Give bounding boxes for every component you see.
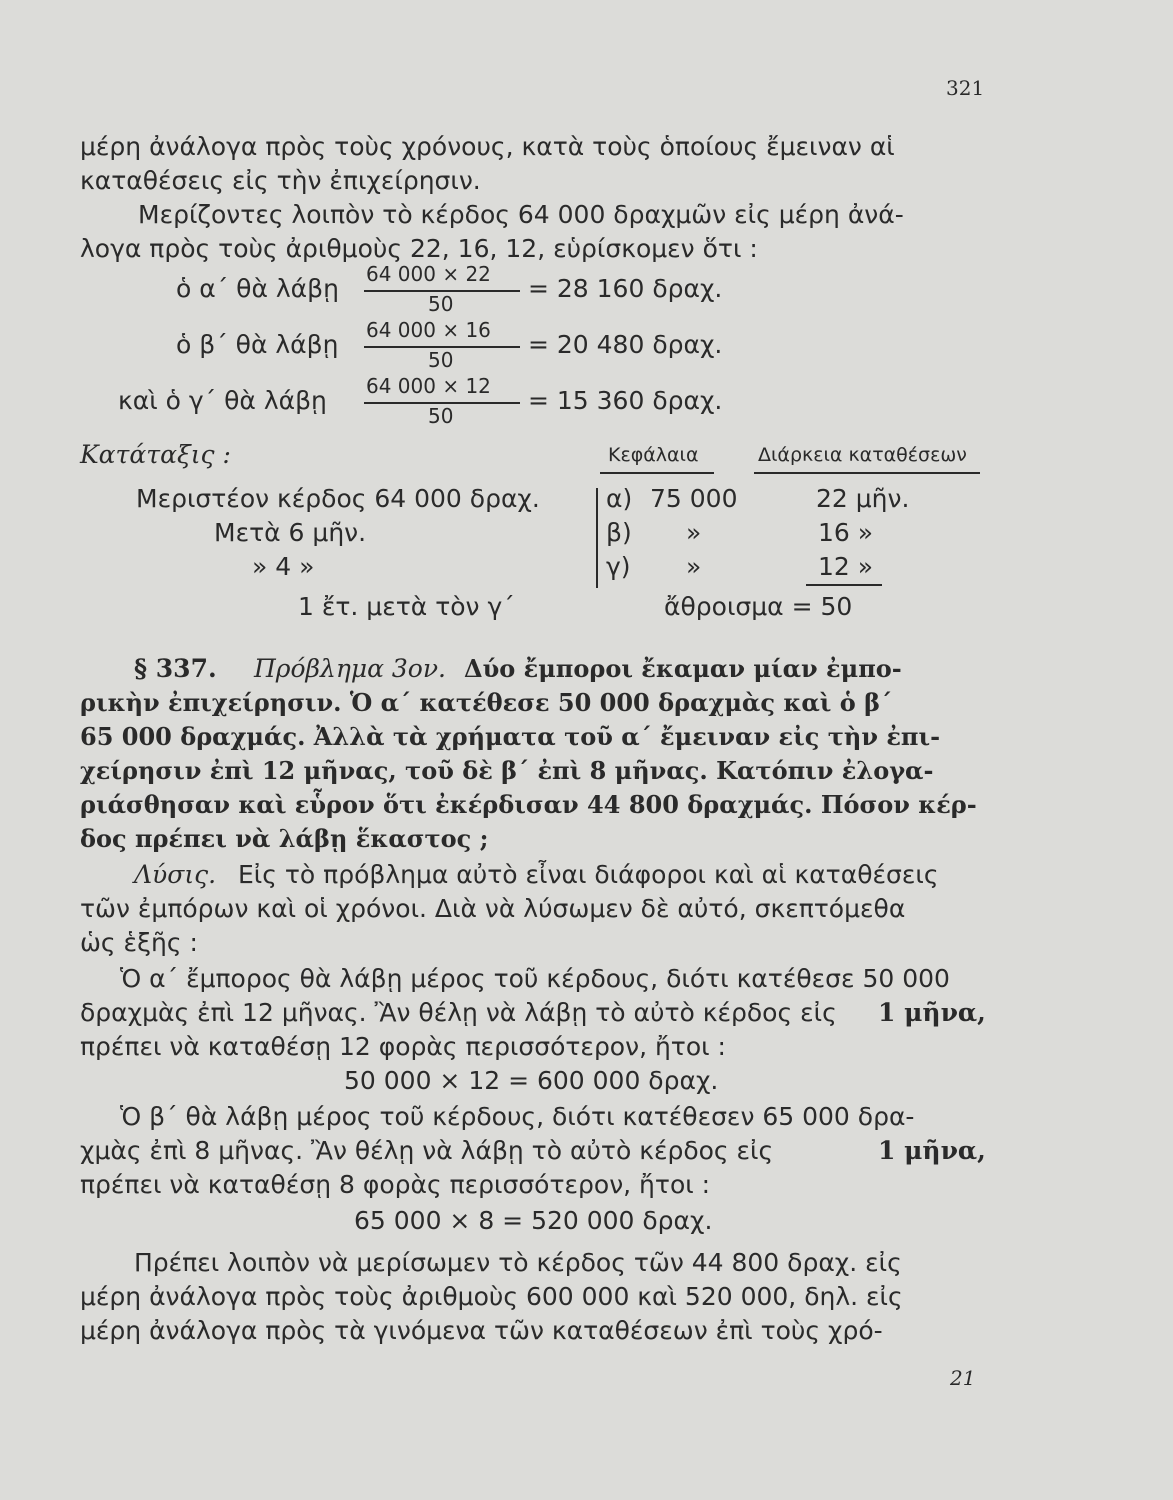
row-b-duration: 16 » <box>818 518 874 547</box>
row-a-label: α) <box>606 484 633 513</box>
problem-section-number: § 337. <box>134 654 217 683</box>
summary-left-3: » 4 » <box>252 552 315 581</box>
closing-line-2: μέρη ἀνάλογα πρὸς τοὺς ἀριθμοὺς 600 000 καὶ 520 000, δηλ. εἰς <box>80 1282 903 1311</box>
intro-line-1: μέρη ἀνάλογα πρὸς τοὺς χρόνους, κατὰ τοὺς ὁποίους ἔμειναν αἱ <box>80 132 895 161</box>
share-b-denominator: 50 <box>428 348 454 372</box>
row-a-duration: 22 μῆν. <box>816 484 910 513</box>
solution-line-1: Εἰς τὸ πρόβλημα αὐτὸ εἶναι διάφοροι καὶ αἱ καταθέσεις <box>238 860 939 889</box>
merchant-a-bold-tail: 1 μῆνα, <box>878 998 986 1027</box>
share-c-denominator: 50 <box>428 404 454 428</box>
capital-header: Κεφάλαια <box>608 444 699 466</box>
duration-header-rule <box>754 472 980 474</box>
summary-left-1: Μεριστέον κέρδος 64 000 δραχ. <box>136 484 540 513</box>
solution-line-2: τῶν ἐμπόρων καὶ οἱ χρόνοι. Διὰ νὰ λύσωμεν δὲ αὐτό, σκεπτόμεθα <box>80 894 906 923</box>
footer-signature: 21 <box>950 1366 976 1390</box>
share-a-numerator: 64 000 × 22 <box>366 262 491 286</box>
share-c-numerator: 64 000 × 12 <box>366 374 491 398</box>
summary-total: ἄθροισμα = 50 <box>664 592 853 621</box>
merchant-b-bold-tail: 1 μῆνα, <box>878 1136 986 1165</box>
share-c-label: καὶ ὁ γ΄ θὰ λάβῃ <box>118 386 327 415</box>
division-line-1: Μερίζοντες λοιπὸν τὸ κέρδος 64 000 δραχμῶν εἰς μέρη ἀνά- <box>138 200 904 229</box>
problem-line-6: δος πρέπει νὰ λάβῃ ἕκαστος ; <box>80 824 489 853</box>
total-rule <box>806 584 882 586</box>
problem-title: Πρόβλημα 3ον. <box>254 654 447 683</box>
page-number: 321 <box>946 76 985 100</box>
share-a-label: ὁ α΄ θὰ λάβῃ <box>176 274 339 303</box>
duration-header: Διάρκεια καταθέσεων <box>758 444 967 466</box>
closing-line-1: Πρέπει λοιπὸν νὰ μερίσωμεν τὸ κέρδος τῶν 44 800 δραχ. εἰς <box>134 1248 902 1277</box>
row-c-label: γ) <box>606 552 631 581</box>
problem-line-1: Δύο ἔμποροι ἔκαμαν μίαν ἐμπο- <box>464 654 902 683</box>
share-b-label: ὁ β΄ θὰ λάβῃ <box>176 330 339 359</box>
summary-left-4: 1 ἔτ. μετὰ τὸν γ΄ <box>298 592 515 621</box>
merchant-b-line-2: χμὰς ἐπὶ 8 μῆνας. Ἂν θέλῃ νὰ λάβῃ τὸ αὐτὸ κέρδος εἰς <box>80 1136 774 1165</box>
row-b-capital: » <box>686 518 702 547</box>
merchant-b-line-3: πρέπει νὰ καταθέσῃ 8 φορὰς περισσότερον, ἤτοι : <box>80 1170 711 1199</box>
row-a-capital: 75 000 <box>650 484 738 513</box>
share-b-result: = 20 480 δραχ. <box>528 330 723 359</box>
merchant-a-line-3: πρέπει νὰ καταθέσῃ 12 φορὰς περισσότερον, ἤτοι : <box>80 1032 726 1061</box>
merchant-a-line-1: Ὁ α΄ ἔμπορος θὰ λάβῃ μέρος τοῦ κέρδους, διότι κατέθεσε 50 000 <box>120 964 950 993</box>
summary-brace <box>596 488 598 588</box>
share-a-denominator: 50 <box>428 292 454 316</box>
summary-title: Κατάταξις : <box>80 440 231 469</box>
problem-line-5: ριάσθησαν καὶ εὗρον ὅτι ἐκέρδισαν 44 800 δραχμάς. Πόσον κέρ- <box>80 790 977 819</box>
solution-line-3: ὡς ἑξῆς : <box>80 928 198 957</box>
share-c-result: = 15 360 δραχ. <box>528 386 723 415</box>
share-b-numerator: 64 000 × 16 <box>366 318 491 342</box>
capital-header-rule <box>600 472 714 474</box>
problem-line-4: χείρησιν ἐπὶ 12 μῆνας, τοῦ δὲ β΄ ἐπὶ 8 μῆνας. Κατόπιν ἐλογα- <box>80 756 934 785</box>
share-a-result: = 28 160 δραχ. <box>528 274 723 303</box>
summary-left-2: Μετὰ 6 μῆν. <box>214 518 367 547</box>
solution-label: Λύσις. <box>134 860 217 889</box>
merchant-b-line-1: Ὁ β΄ θὰ λάβῃ μέρος τοῦ κέρδους, διότι κατέθεσεν 65 000 δρα- <box>120 1102 915 1131</box>
intro-line-2: καταθέσεις εἰς τὴν ἐπιχείρησιν. <box>80 166 481 195</box>
problem-line-3: 65 000 δραχμάς. Ἀλλὰ τὰ χρήματα τοῦ α΄ ἔμειναν εἰς τὴν ἐπι- <box>80 722 941 751</box>
merchant-a-line-2: δραχμὰς ἐπὶ 12 μῆνας. Ἂν θέλῃ νὰ λάβῃ τὸ αὐτὸ κέρδος εἰς <box>80 998 837 1027</box>
problem-line-2: ρικὴν ἐπιχείρησιν. Ὁ α΄ κατέθεσε 50 000 δραχμὰς καὶ ὁ β΄ <box>80 688 893 717</box>
division-line-2: λογα πρὸς τοὺς ἀριθμοὺς 22, 16, 12, εὑρίσκομεν ὅτι : <box>80 234 758 263</box>
merchant-a-equation: 50 000 × 12 = 600 000 δραχ. <box>344 1066 719 1095</box>
row-c-capital: » <box>686 552 702 581</box>
closing-line-3: μέρη ἀνάλογα πρὸς τὰ γινόμενα τῶν καταθέσεων ἐπὶ τοὺς χρό- <box>80 1316 883 1345</box>
row-c-duration: 12 » <box>818 552 874 581</box>
row-b-label: β) <box>606 518 632 547</box>
merchant-b-equation: 65 000 × 8 = 520 000 δραχ. <box>354 1206 713 1235</box>
